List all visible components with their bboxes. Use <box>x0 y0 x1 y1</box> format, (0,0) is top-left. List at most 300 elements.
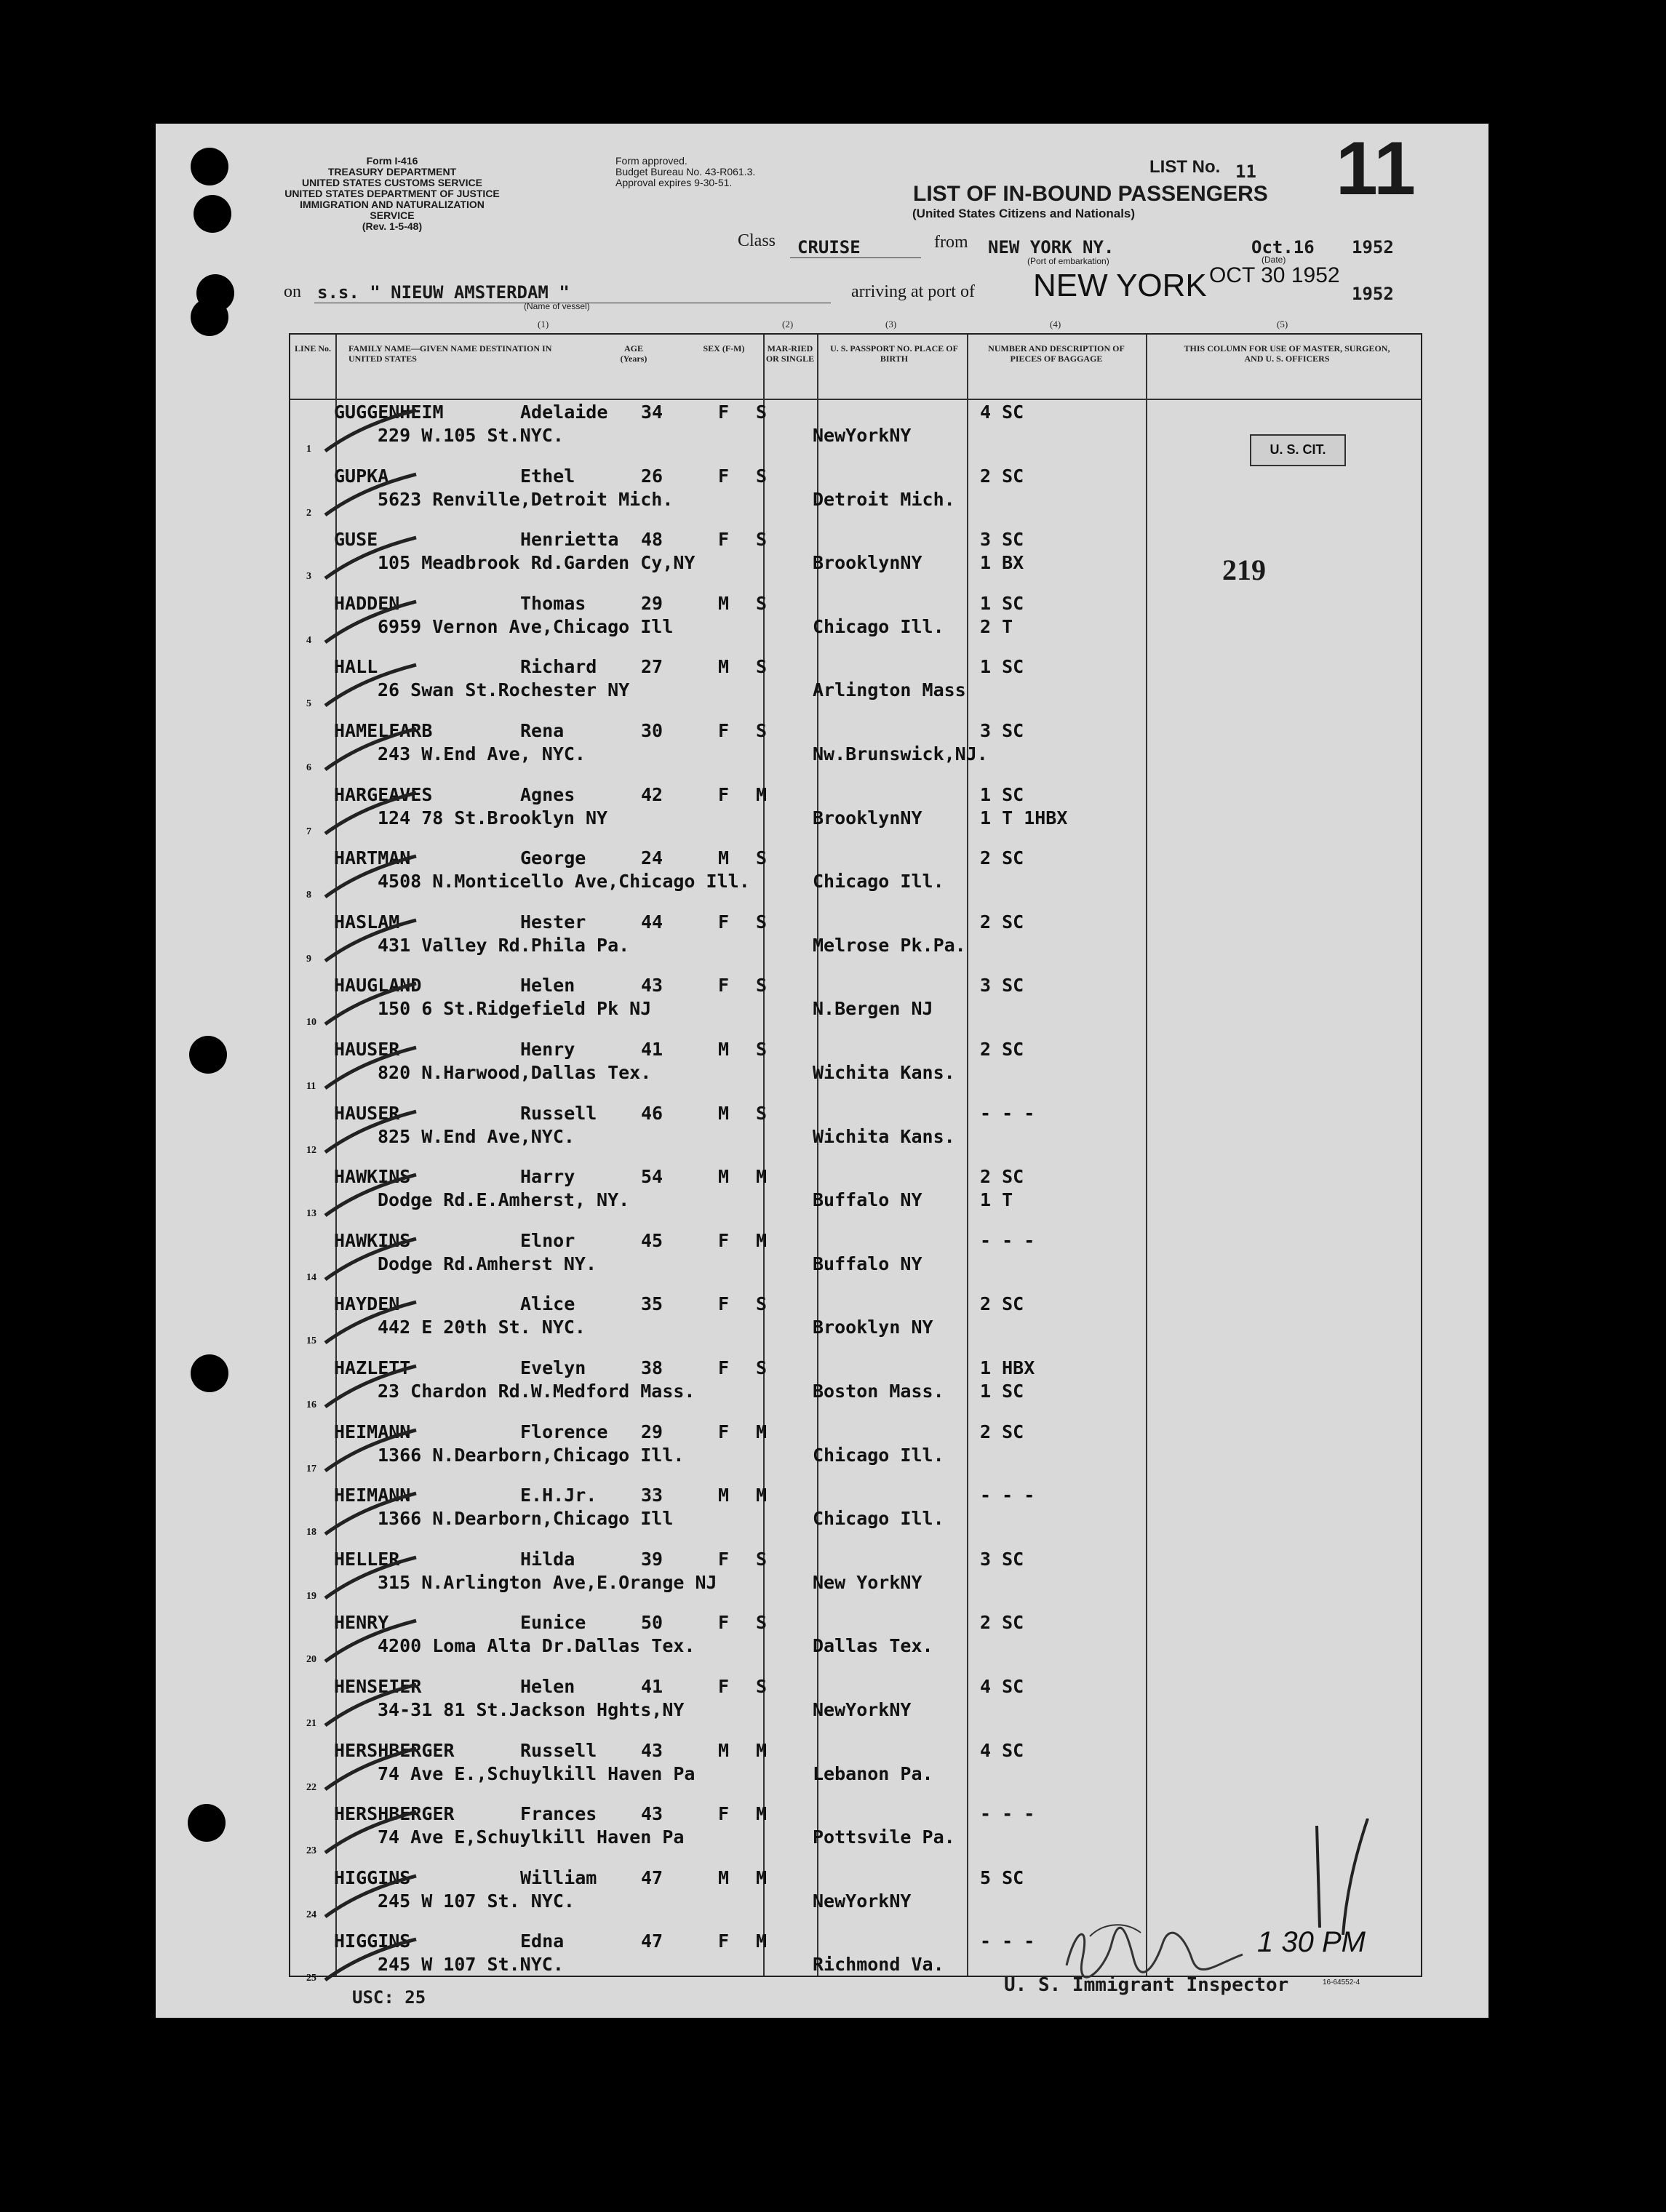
destination: 431 Valley Rd.Phila Pa. <box>378 934 630 956</box>
check-mark <box>318 660 420 711</box>
place-of-birth: NewYorkNY <box>813 425 912 446</box>
marital-status: S <box>756 1357 768 1378</box>
given-name: Eunice <box>520 1612 586 1634</box>
table-row <box>289 1290 1422 1354</box>
check-mark <box>318 533 420 584</box>
place-of-birth: Arlington Mass <box>813 679 966 701</box>
family-name: HENSEIER <box>334 1676 422 1697</box>
sex: M <box>718 1102 730 1124</box>
header-baggage: NUMBER AND DESCRIPTION OF PIECES OF BAGGAGE <box>988 343 1125 364</box>
class-label: Class <box>738 231 776 250</box>
marital-status: S <box>756 720 768 741</box>
place-of-birth: BrooklynNY <box>813 807 922 828</box>
age: 43 <box>641 1803 663 1825</box>
check-mark <box>318 916 420 967</box>
baggage-line1: 2 SC <box>980 1612 1024 1634</box>
line-number: 17 <box>306 1463 316 1474</box>
given-name: Hilda <box>520 1548 575 1570</box>
age: 27 <box>641 656 663 678</box>
destination: 4200 Loma Alta Dr.Dallas Tex. <box>378 1635 696 1657</box>
line-number: 6 <box>306 762 311 773</box>
table-row <box>289 781 1422 845</box>
place-of-birth: Detroit Mich. <box>813 488 955 510</box>
family-name: GUSE <box>334 529 378 551</box>
table-row <box>289 1800 1422 1864</box>
check-mark <box>318 1170 420 1221</box>
sex: F <box>718 1229 730 1251</box>
destination: 34-31 81 St.Jackson Hghts,NY <box>378 1699 685 1720</box>
age: 50 <box>641 1612 663 1634</box>
place-of-birth: Dallas Tex. <box>813 1635 933 1657</box>
given-name: Henrietta <box>520 529 619 551</box>
table-row <box>289 1036 1422 1100</box>
family-name: HAWKINS <box>334 1166 411 1188</box>
given-name: Russell <box>520 1739 597 1761</box>
check-mark <box>318 1043 420 1094</box>
sex: M <box>718 1039 730 1060</box>
place-of-birth: Brooklyn NY <box>813 1317 933 1338</box>
baggage-line1: 1 SC <box>980 592 1024 614</box>
count-stamp: 219 <box>1222 554 1266 586</box>
baggage-line2: 1 BX <box>980 552 1024 574</box>
marital-status: M <box>756 1485 768 1506</box>
age: 43 <box>641 975 663 997</box>
destination: Dodge Rd.E.Amherst, NY. <box>378 1189 630 1211</box>
header-married: MAR-RIED OR SINGLE <box>765 343 815 364</box>
marital-status: S <box>756 1676 768 1697</box>
destination: 105 Meadbrook Rd.Garden Cy,NY <box>378 552 696 574</box>
line-number: 4 <box>306 634 311 646</box>
check-mark <box>318 1744 420 1795</box>
col-number: (3) <box>885 319 897 330</box>
line-number: 1 <box>306 444 311 455</box>
line-number: 8 <box>306 890 311 901</box>
date-caption: (Date) <box>1262 255 1286 265</box>
sex: M <box>718 847 730 869</box>
destination: Dodge Rd.Amherst NY. <box>378 1253 597 1274</box>
treasury-dept: TREASURY DEPARTMENT <box>327 166 457 177</box>
table-row <box>289 1163 1422 1227</box>
sex: F <box>718 1421 730 1442</box>
table-row <box>289 845 1422 909</box>
margin-marks <box>1302 1818 1382 1942</box>
inspector-label: U. S. Immigrant Inspector <box>1004 1974 1289 1996</box>
place-of-birth: Wichita Kans. <box>813 1062 955 1083</box>
destination: 74 Ave E,Schuylkill Haven Pa <box>378 1826 685 1848</box>
line-number: 5 <box>306 698 311 710</box>
given-name: William <box>520 1866 597 1888</box>
given-name: Russell <box>520 1102 597 1124</box>
check-mark <box>318 1680 420 1731</box>
baggage-line1: - - - <box>980 1930 1035 1952</box>
age: 43 <box>641 1739 663 1761</box>
family-name: HAMELFARB <box>334 720 433 741</box>
arriving-label: arriving at port of <box>851 282 975 301</box>
destination: 243 W.End Ave, NYC. <box>378 743 586 764</box>
header-officers: THIS COLUMN FOR USE OF MASTER, SURGEON, AND U. S. OFFICERS <box>1184 343 1390 364</box>
family-name: HERSHBERGER <box>334 1739 455 1761</box>
baggage-line1: 2 SC <box>980 1293 1024 1315</box>
from-label: from <box>934 233 968 252</box>
baggage-line1: 1 SC <box>980 656 1024 678</box>
table-row <box>289 717 1422 781</box>
binder-hole <box>191 298 228 336</box>
table-row <box>289 1864 1422 1928</box>
marital-status: S <box>756 656 768 678</box>
departure-date: Oct.16 <box>1251 237 1315 257</box>
baggage-line1: 5 SC <box>980 1866 1024 1888</box>
baggage-line1: 2 SC <box>980 1421 1024 1442</box>
given-name: Alice <box>520 1293 575 1315</box>
marital-status: S <box>756 402 768 423</box>
class-value: CRUISE <box>797 237 861 257</box>
given-name: Helen <box>520 975 575 997</box>
approval-line: Form approved. <box>615 155 687 167</box>
header-line-no: LINE No. <box>294 343 331 354</box>
line-number: 9 <box>306 953 311 965</box>
destination: 245 W 107 St.NYC. <box>378 1954 564 1976</box>
family-name: HARGEAVES <box>334 783 433 805</box>
given-name: Richard <box>520 656 597 678</box>
col-number: (5) <box>1277 319 1288 330</box>
given-name: Edna <box>520 1930 565 1952</box>
age: 46 <box>641 1102 663 1124</box>
sex: M <box>718 1866 730 1888</box>
destination: 5623 Renville,Detroit Mich. <box>378 488 674 510</box>
check-mark <box>318 724 420 775</box>
arrival-date-stamp: OCT 30 1952 <box>1209 263 1340 287</box>
page-title: LIST OF IN-BOUND PASSENGERS <box>913 182 1268 206</box>
baggage-line1: 4 SC <box>980 402 1024 423</box>
ins-service: IMMIGRATION AND NATURALIZATION SERVICE <box>300 199 485 221</box>
sex: F <box>718 1612 730 1634</box>
sex: M <box>718 1166 730 1188</box>
destination: 4508 N.Monticello Ave,Chicago Ill. <box>378 871 750 893</box>
destination: 315 N.Arlington Ave,E.Orange NJ <box>378 1571 717 1593</box>
sex: F <box>718 1676 730 1697</box>
age: 39 <box>641 1548 663 1570</box>
header-age: AGE (Years) <box>620 343 647 364</box>
check-mark <box>318 1298 420 1349</box>
table-row <box>289 909 1422 973</box>
baggage-line1: 2 SC <box>980 847 1024 869</box>
place-of-birth: New YorkNY <box>813 1571 922 1593</box>
baggage-line1: 2 SC <box>980 1039 1024 1060</box>
age: 47 <box>641 1866 663 1888</box>
given-name: Adelaide <box>520 402 608 423</box>
line-number: 14 <box>306 1271 316 1283</box>
revision: (Rev. 1-5-48) <box>362 220 423 232</box>
baggage-line1: 1 HBX <box>980 1357 1035 1378</box>
table-row <box>289 1546 1422 1610</box>
class-underline <box>790 257 921 258</box>
given-name: Florence <box>520 1421 608 1442</box>
age: 44 <box>641 911 663 933</box>
age: 26 <box>641 465 663 487</box>
line-number: 2 <box>306 507 311 519</box>
marital-status: S <box>756 1548 768 1570</box>
baggage-line2: 2 T <box>980 615 1013 637</box>
binder-hole <box>191 1354 228 1392</box>
line-number: 19 <box>306 1590 316 1602</box>
check-mark <box>318 1234 420 1285</box>
baggage-line1: - - - <box>980 1803 1035 1825</box>
approval-expiry: Approval expires 9-30-51. <box>615 177 733 188</box>
check-mark <box>318 852 420 903</box>
line-number: 7 <box>306 826 311 837</box>
family-name: HENRY <box>334 1612 389 1634</box>
age: 30 <box>641 720 663 741</box>
list-no-label: LIST No. <box>1149 157 1221 177</box>
place-of-birth: Chicago Ill. <box>813 615 944 637</box>
check-mark <box>318 1426 420 1477</box>
sex: F <box>718 1357 730 1378</box>
family-name: HAWKINS <box>334 1229 411 1251</box>
destination: 23 Chardon Rd.W.Medford Mass. <box>378 1381 696 1402</box>
baggage-line1: - - - <box>980 1229 1035 1251</box>
us-cit-stamp: U. S. CIT. <box>1250 434 1346 466</box>
age: 24 <box>641 847 663 869</box>
table-row <box>289 1418 1422 1482</box>
destination: 229 W.105 St.NYC. <box>378 425 564 446</box>
header-name: FAMILY NAME—GIVEN NAME DESTINATION IN UNITED STATES <box>348 343 552 364</box>
family-name: HAUSER <box>334 1039 400 1060</box>
marital-status: S <box>756 1293 768 1315</box>
family-name: HARTMAN <box>334 847 411 869</box>
page-subtitle: (United States Citizens and Nationals) <box>912 207 1136 220</box>
binder-hole <box>194 195 231 233</box>
destination: 442 E 20th St. NYC. <box>378 1317 586 1338</box>
marital-status: S <box>756 1039 768 1060</box>
destination: 150 6 St.Ridgefield Pk NJ <box>378 998 652 1020</box>
table-row <box>289 1609 1422 1673</box>
check-mark <box>318 1872 420 1922</box>
place-of-birth: Melrose Pk.Pa. <box>813 934 966 956</box>
place-of-birth: Wichita Kans. <box>813 1125 955 1147</box>
binder-hole <box>191 148 228 185</box>
col-number: (4) <box>1050 319 1061 330</box>
check-mark <box>318 788 420 839</box>
baggage-line1: 3 SC <box>980 720 1024 741</box>
table-row <box>289 972 1422 1036</box>
baggage-line1: 1 SC <box>980 783 1024 805</box>
line-number: 21 <box>306 1718 316 1729</box>
line-number: 25 <box>306 1973 316 1984</box>
form-id-block <box>279 156 505 232</box>
baggage-line1: 4 SC <box>980 1676 1024 1697</box>
age: 41 <box>641 1676 663 1697</box>
sex: F <box>718 975 730 997</box>
marital-status: M <box>756 1166 768 1188</box>
marital-status: S <box>756 975 768 997</box>
approval-block <box>615 156 783 188</box>
sex: M <box>718 656 730 678</box>
age: 47 <box>641 1930 663 1952</box>
big-list-number: 11 <box>1336 127 1416 211</box>
marital-status: M <box>756 1866 768 1888</box>
destination: 820 N.Harwood,Dallas Tex. <box>378 1062 652 1083</box>
family-name: HADDEN <box>334 592 400 614</box>
destination: 1366 N.Dearborn,Chicago Ill <box>378 1508 674 1530</box>
given-name: George <box>520 847 586 869</box>
sex: F <box>718 529 730 551</box>
header-sex: SEX (F-M) <box>703 343 745 354</box>
check-mark <box>318 1362 420 1413</box>
sex: F <box>718 783 730 805</box>
marital-status: S <box>756 529 768 551</box>
baggage-line1: 4 SC <box>980 1739 1024 1761</box>
line-number: 12 <box>306 1144 316 1156</box>
place-of-birth: Buffalo NY <box>813 1189 922 1211</box>
header-passport: U. S. PASSPORT NO. PLACE OF BIRTH <box>830 343 958 364</box>
age: 48 <box>641 529 663 551</box>
marital-status: M <box>756 1803 768 1825</box>
place-of-birth: NewYorkNY <box>813 1890 912 1912</box>
baggage-line1: 2 SC <box>980 465 1024 487</box>
table-row <box>289 1227 1422 1291</box>
age: 29 <box>641 592 663 614</box>
place-of-birth: Nw.Brunswick,NJ. <box>813 743 988 764</box>
given-name: Thomas <box>520 592 586 614</box>
check-mark <box>318 1553 420 1604</box>
place-of-birth: Chicago Ill. <box>813 1444 944 1466</box>
age: 54 <box>641 1166 663 1188</box>
list-no-value: 11 <box>1235 161 1256 182</box>
family-name: HELLER <box>334 1548 400 1570</box>
table-row <box>289 590 1422 654</box>
given-name: E.H.Jr. <box>520 1485 597 1506</box>
family-name: HEIMANN <box>334 1485 411 1506</box>
justice-dept: UNITED STATES DEPARTMENT OF JUSTICE <box>284 188 500 199</box>
marital-status: M <box>756 1739 768 1761</box>
marital-status: S <box>756 592 768 614</box>
table-row <box>289 1673 1422 1737</box>
place-of-birth: Buffalo NY <box>813 1253 922 1274</box>
sex: F <box>718 402 730 423</box>
time-note: 1 30 PM <box>1257 1926 1366 1958</box>
check-mark <box>318 979 420 1030</box>
line-number: 15 <box>306 1335 316 1347</box>
family-name: HERSHBERGER <box>334 1803 455 1825</box>
line-number: 16 <box>306 1400 316 1410</box>
destination: 1366 N.Dearborn,Chicago Ill. <box>378 1444 685 1466</box>
baggage-line1: 3 SC <box>980 529 1024 551</box>
check-mark <box>318 597 420 648</box>
sex: F <box>718 720 730 741</box>
sex: F <box>718 1930 730 1952</box>
binder-hole <box>188 1804 226 1842</box>
family-name: HIGGINS <box>334 1930 411 1952</box>
place-of-birth: N.Bergen NJ <box>813 998 933 1020</box>
baggage-line1: 2 SC <box>980 911 1024 933</box>
check-mark <box>318 1935 420 1986</box>
line-number: 3 <box>306 571 311 583</box>
baggage-line1: 3 SC <box>980 1548 1024 1570</box>
check-mark <box>318 1489 420 1540</box>
marital-status: S <box>756 1612 768 1634</box>
family-name: HASLAM <box>334 911 400 933</box>
family-name: HAUGLAND <box>334 975 422 997</box>
sex: F <box>718 1803 730 1825</box>
age: 42 <box>641 783 663 805</box>
col-number: (2) <box>782 319 794 330</box>
usc-count: USC: 25 <box>352 1987 426 2008</box>
sex: F <box>718 465 730 487</box>
family-name: GUGGENHEIM <box>334 402 444 423</box>
from-value: NEW YORK NY. <box>988 237 1115 257</box>
family-name: HALL <box>334 656 378 678</box>
sex: F <box>718 1293 730 1315</box>
marital-status: S <box>756 911 768 933</box>
form-number: Form I-416 <box>366 155 418 167</box>
destination: 245 W 107 St. NYC. <box>378 1890 575 1912</box>
line-number: 24 <box>306 1909 316 1920</box>
line-number: 11 <box>306 1081 316 1092</box>
check-mark <box>318 1808 420 1858</box>
given-name: Elnor <box>520 1229 575 1251</box>
line-number: 13 <box>306 1208 316 1220</box>
destination: 74 Ave E.,Schuylkill Haven Pa <box>378 1762 696 1784</box>
given-name: Hester <box>520 911 586 933</box>
family-name: HAZLETT <box>334 1357 411 1378</box>
line-number: 10 <box>306 1017 316 1029</box>
table-row <box>289 653 1422 717</box>
place-of-birth: BrooklynNY <box>813 552 922 574</box>
sex: M <box>718 592 730 614</box>
age: 35 <box>641 1293 663 1315</box>
inspector-signature <box>1061 1914 1250 1980</box>
col-number: (1) <box>538 319 549 330</box>
table-row <box>289 1482 1422 1546</box>
age: 33 <box>641 1485 663 1506</box>
place-of-birth: Chicago Ill. <box>813 1508 944 1530</box>
given-name: Harry <box>520 1166 575 1188</box>
family-name: GUPKA <box>334 465 389 487</box>
marital-status: M <box>756 783 768 805</box>
baggage-line1: 3 SC <box>980 975 1024 997</box>
given-name: Henry <box>520 1039 575 1060</box>
departure-year: 1952 <box>1352 237 1394 257</box>
age: 38 <box>641 1357 663 1378</box>
age: 41 <box>641 1039 663 1060</box>
marital-status: M <box>756 1229 768 1251</box>
given-name: Ethel <box>520 465 575 487</box>
line-number: 23 <box>306 1845 316 1857</box>
on-label: on <box>284 282 301 301</box>
given-name: Agnes <box>520 783 575 805</box>
line-number: 22 <box>306 1781 316 1793</box>
print-code: 16-64552-4 <box>1323 1979 1360 1987</box>
place-of-birth: Boston Mass. <box>813 1381 944 1402</box>
destination: 26 Swan St.Rochester NY <box>378 679 630 701</box>
place-of-birth: Chicago Ill. <box>813 871 944 893</box>
baggage-line2: 1 T 1HBX <box>980 807 1068 828</box>
place-of-birth: NewYorkNY <box>813 1699 912 1720</box>
marital-status: S <box>756 465 768 487</box>
baggage-line2: 1 T <box>980 1189 1013 1211</box>
marital-status: S <box>756 1102 768 1124</box>
arrival-year: 1952 <box>1352 284 1394 304</box>
check-mark <box>318 1107 420 1158</box>
destination: 124 78 St.Brooklyn NY <box>378 807 608 828</box>
age: 29 <box>641 1421 663 1442</box>
binder-hole <box>189 1036 227 1074</box>
family-name: HIGGINS <box>334 1866 411 1888</box>
destination: 6959 Vernon Ave,Chicago Ill <box>378 615 674 637</box>
family-name: HAYDEN <box>334 1293 400 1315</box>
check-mark <box>318 406 420 457</box>
vessel-caption: (Name of vessel) <box>524 301 590 311</box>
